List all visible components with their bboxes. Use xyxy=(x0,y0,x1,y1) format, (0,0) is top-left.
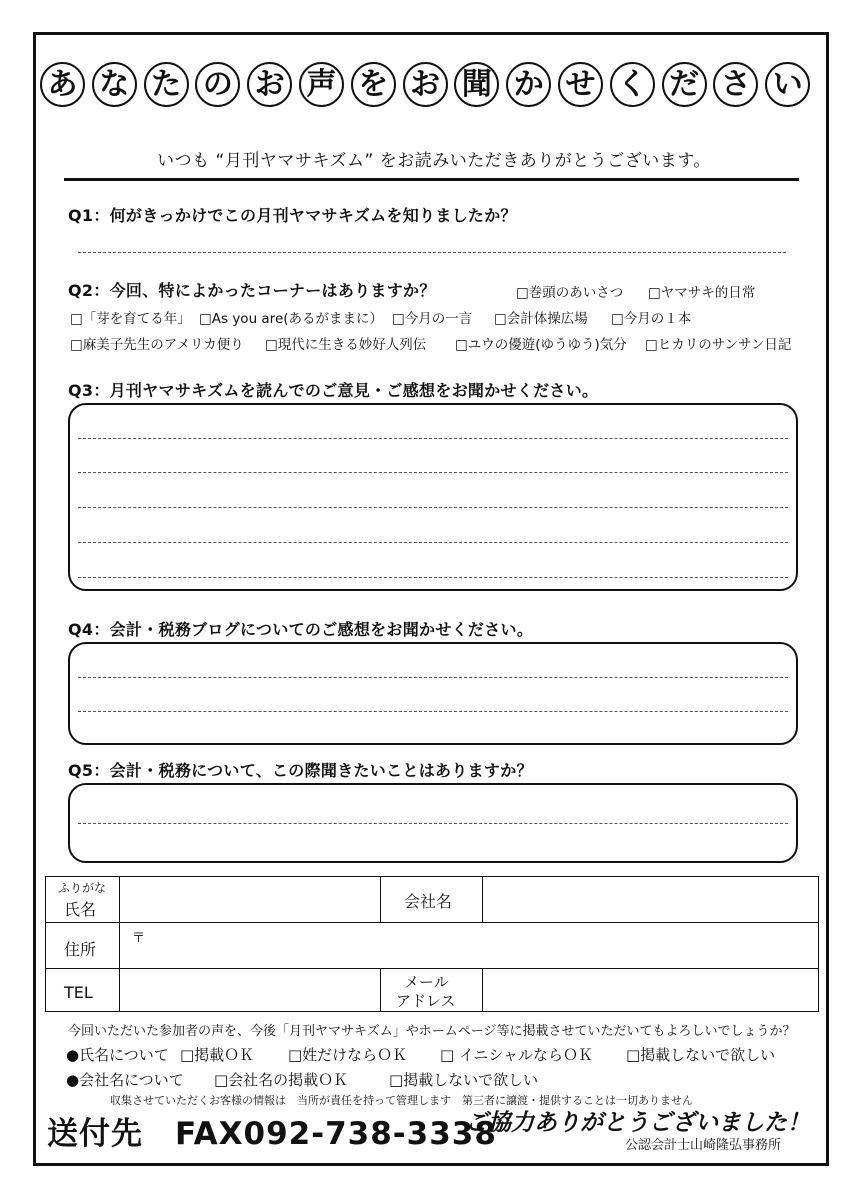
title-character: あ xyxy=(40,62,85,107)
privacy-notice: 収集させていただくお客様の情報は 当所が責任を持って管理します 第三者に譲渡・提供することは一切ありません xyxy=(110,1094,693,1107)
checkbox-accounting-exercise[interactable]: □会計体操広場 xyxy=(494,311,588,327)
table-rule xyxy=(46,968,818,969)
tel-field[interactable] xyxy=(122,970,378,1010)
table-rule xyxy=(482,877,483,922)
tel-label: TEL xyxy=(64,983,93,1002)
address-label: 住所 xyxy=(64,940,97,959)
checkbox-word-of-month[interactable]: □今月の一言 xyxy=(392,311,473,327)
email-field[interactable] xyxy=(485,970,815,1010)
title-character: を xyxy=(351,62,396,107)
office-name: 公認会計士山崎隆弘事務所 xyxy=(625,1138,782,1153)
checkbox-surname-only[interactable]: □姓だけならＯＫ xyxy=(288,1046,408,1064)
postal-mark: 〒 xyxy=(132,931,146,946)
checkbox-opening-greeting[interactable]: □巻頭のあいさつ xyxy=(516,285,624,301)
title-character: た xyxy=(144,62,189,107)
answer-box-q3[interactable] xyxy=(68,403,798,591)
title-character: お xyxy=(403,62,448,107)
title-character: い xyxy=(765,62,810,107)
question-1: Q1：何がきっかけでこの月刊ヤマサキズムを知りましたか？ xyxy=(68,206,517,225)
question-2: Q2：今回、特によかったコーナーはありますか？ xyxy=(68,281,436,300)
address-field[interactable] xyxy=(122,924,814,966)
checkbox-myokonin[interactable]: □現代に生きる妙好人列伝 xyxy=(265,337,427,353)
question-3: Q3：月刊ヤマサキズムを読んでのご意見・ご感想をお聞かせください。 xyxy=(68,381,599,400)
title-character: さ xyxy=(713,62,758,107)
checkbox-as-you-are[interactable]: □As you are(あるがままに） xyxy=(199,311,384,327)
company-label: 会社名 xyxy=(404,892,453,911)
divider xyxy=(64,178,799,181)
contact-table xyxy=(45,876,819,1012)
title-character: の xyxy=(195,62,240,107)
thank-you-message: ご協力ありがとうございました！ xyxy=(465,1110,810,1136)
checkbox-growing-year[interactable]: □「芽を育てる年」 xyxy=(70,311,191,327)
table-rule xyxy=(46,922,818,923)
question-4: Q4：会計・税務ブログについてのご感想をお聞かせください。 xyxy=(68,620,534,639)
checkbox-america-letter[interactable]: □麻美子先生のアメリカ便り xyxy=(70,337,244,353)
title-character: く xyxy=(610,62,655,107)
company-permission-label: ●会社名について xyxy=(66,1071,184,1089)
question-5: Q5：会計・税務について、この際聞きたいことはありますか？ xyxy=(68,761,533,780)
name-field[interactable] xyxy=(122,878,378,920)
table-rule xyxy=(380,968,381,1012)
answer-line xyxy=(78,507,788,508)
title-character: 聞 xyxy=(454,62,499,107)
company-field[interactable] xyxy=(485,878,815,920)
answer-line-q1[interactable] xyxy=(78,252,786,253)
checkbox-name-no[interactable]: □掲載しないで欲しい xyxy=(626,1046,776,1064)
title-character: だ xyxy=(662,62,707,107)
answer-line xyxy=(78,711,788,712)
table-rule xyxy=(482,968,483,1012)
answer-line xyxy=(78,677,788,678)
checkbox-book-of-month[interactable]: □今月の１本 xyxy=(611,311,692,327)
title-character: お xyxy=(247,62,292,107)
checkbox-yamasaki-daily[interactable]: □ヤマサキ的日常 xyxy=(648,285,756,301)
email-label-line1: メール xyxy=(404,973,449,991)
table-rule xyxy=(119,877,120,1012)
name-label: 氏名 xyxy=(64,900,97,919)
checkbox-initials-only[interactable]: □ イニシャルならＯＫ xyxy=(440,1046,594,1064)
furigana-label: ふりがな xyxy=(58,881,107,895)
answer-line xyxy=(78,823,788,824)
title-character: か xyxy=(506,62,551,107)
checkbox-name-ok[interactable]: □掲載ＯＫ xyxy=(180,1046,255,1064)
title-character: な xyxy=(92,62,137,107)
answer-box-q4[interactable] xyxy=(68,642,798,745)
answer-line xyxy=(78,472,788,473)
fax-number: 送付先 FAX092-738-3338 xyxy=(47,1116,497,1152)
table-rule xyxy=(380,877,381,922)
checkbox-hikari-diary[interactable]: □ヒカリのサンサン日記 xyxy=(645,337,792,353)
answer-line xyxy=(78,438,788,439)
title-character: せ xyxy=(558,62,603,107)
checkbox-company-no[interactable]: □掲載しないで欲しい xyxy=(389,1071,539,1089)
page-title xyxy=(40,62,830,114)
greeting-text: いつも “月刊ヤマサキズム” をお読みいただきありがとうございます。 xyxy=(157,151,711,171)
checkbox-company-ok[interactable]: □会社名の掲載ＯＫ xyxy=(214,1071,349,1089)
title-character: 声 xyxy=(299,62,344,107)
email-label-line2: アドレス xyxy=(396,992,456,1010)
permission-question: 今回いただいた参加者の声を、今後「月刊ヤマサキズム」やホームページ等に掲載させていただいてもよろしいでしょうか？ xyxy=(68,1024,796,1039)
checkbox-yuu-mood[interactable]: □ユウの優遊(ゆうゆう)気分 xyxy=(455,337,627,353)
answer-line xyxy=(78,577,788,578)
name-permission-label: ●氏名について xyxy=(66,1046,169,1064)
answer-line xyxy=(78,542,788,543)
